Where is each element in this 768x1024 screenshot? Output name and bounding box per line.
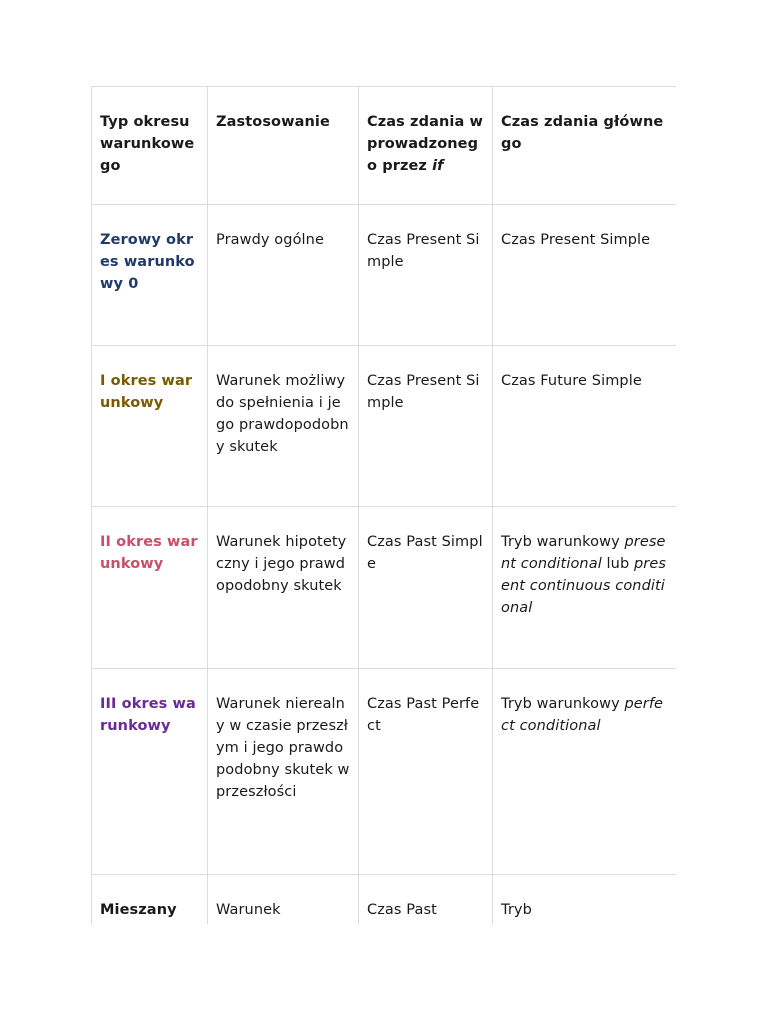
if-clause-text: Czas Past Simple <box>367 534 483 572</box>
main-clause-cell <box>493 875 677 925</box>
header-if-clause-text: Czas zdania wprowadzonego przez <box>367 114 483 174</box>
header-usage-text: Zastosowanie <box>216 114 330 130</box>
header-usage <box>208 87 359 205</box>
usage-text: Warunek <box>216 902 281 918</box>
if-clause-cell <box>359 346 493 507</box>
usage-cell <box>208 507 359 669</box>
usage-text: Prawdy ogólne <box>216 232 324 248</box>
if-clause-text: Czas Present Simple <box>367 232 480 270</box>
main-clause-cell <box>493 205 677 346</box>
if-clause-text: Czas Past Perfect <box>367 696 480 734</box>
table-row <box>92 669 677 875</box>
main-clause-cell <box>493 346 677 507</box>
type-label: Mieszany <box>100 902 177 918</box>
usage-cell <box>208 205 359 346</box>
table-row <box>92 507 677 669</box>
conditionals-table-container <box>91 86 676 924</box>
main-clause-text: Tryb warunkowy <box>501 534 625 550</box>
if-clause-text: Czas Past <box>367 902 437 918</box>
type-cell <box>92 205 208 346</box>
usage-cell <box>208 346 359 507</box>
header-main-clause <box>493 87 677 205</box>
type-label: Zerowy okres warunkowy 0 <box>100 232 195 292</box>
main-clause-text: Czas Present Simple <box>501 232 651 248</box>
if-clause-cell <box>359 205 493 346</box>
main-clause-term: present continuous conditional <box>501 556 667 616</box>
type-label: I okres warunkowy <box>100 373 193 411</box>
main-clause-term: perfect conditional <box>501 696 664 734</box>
table-row <box>92 346 677 507</box>
header-if-word: if <box>432 158 444 174</box>
if-clause-cell <box>359 875 493 925</box>
usage-text: Warunek hipotetyczny i jego prawdopodobny skutek <box>216 534 347 594</box>
main-clause-cell <box>493 507 677 669</box>
header-type <box>92 87 208 205</box>
usage-cell <box>208 669 359 875</box>
type-cell <box>92 669 208 875</box>
conditionals-table <box>91 86 676 924</box>
type-cell <box>92 507 208 669</box>
usage-text: Warunek nierealny w czasie przeszłym i jego prawdopodobny skutek w przeszłości <box>216 696 350 800</box>
usage-text: Warunek możliwy do spełnienia i jego prawdopodobny skutek <box>216 373 349 455</box>
main-clause-conjunction: lub <box>601 556 634 572</box>
type-cell <box>92 346 208 507</box>
header-main-clause-text: Czas zdania głównego <box>501 114 664 152</box>
if-clause-cell <box>359 507 493 669</box>
main-clause-text: Czas Future Simple <box>501 373 642 389</box>
usage-cell <box>208 875 359 925</box>
table-header-row <box>92 87 677 205</box>
main-clause-term: present conditional <box>501 534 666 572</box>
type-label: III okres warunkowy <box>100 696 196 734</box>
header-type-text: Typ okresu warunkowego <box>100 114 195 174</box>
table-row <box>92 205 677 346</box>
if-clause-text: Czas Present Simple <box>367 373 480 411</box>
main-clause-cell <box>493 669 677 875</box>
if-clause-cell <box>359 669 493 875</box>
type-label: II okres warunkowy <box>100 534 198 572</box>
header-if-clause <box>359 87 493 205</box>
type-cell <box>92 875 208 925</box>
main-clause-text: Tryb <box>501 902 532 918</box>
main-clause-text: Tryb warunkowy <box>501 696 625 712</box>
table-row <box>92 875 677 925</box>
